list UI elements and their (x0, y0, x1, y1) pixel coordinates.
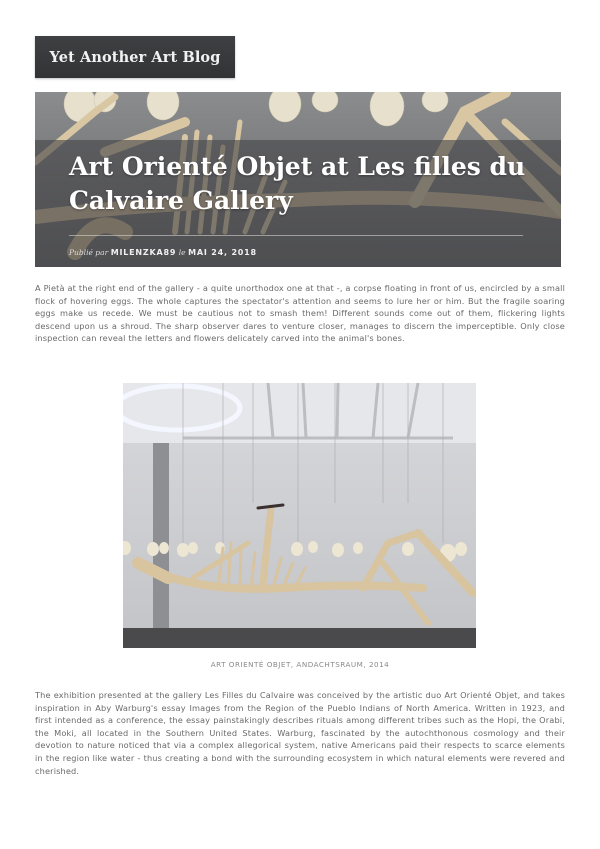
blog-title-link[interactable]: Yet Another Art Blog (49, 48, 221, 66)
post-figure-image[interactable] (123, 383, 476, 648)
date-label: le (178, 248, 186, 257)
post-meta (69, 248, 257, 257)
title-divider (69, 235, 523, 236)
author-link[interactable]: MILENZKA89 (110, 248, 177, 257)
post-hero (35, 92, 561, 267)
post-paragraph-1: A Pietà at the right end of the gallery - a quite unorthodox one at that -, a corpse floating in front of us, encircled by a small flock of hovering eggs. The whole captures the spectator's attention and seems to lure her or him. But the fragile soaring eggs make us recede. We must be cautious not to smash them! Different sounds come out of them, flickering lights descend upon us a shroud. The sharp observer dares to venture closer, manages to discern the imperceptible. Only close inspection can reveal the letters and flowers delicately carved into the animal's bones. (35, 283, 565, 344)
gallery-installation-image (123, 383, 476, 648)
post-title: Art Orienté Objet at Les filles du Calvaire Gallery (69, 152, 526, 215)
post-date-link[interactable]: MAI 24, 2018 (188, 248, 257, 257)
blog-header (35, 36, 235, 78)
post-paragraph-2: The exhibition presented at the gallery Les Filles du Calvaire was conceived by the artistic duo Art Orienté Objet, and takes inspiration in Aby Warburg's essay Images from the Region of the Pueblo Indians of North America. Written in 1923, and first intended as a conference, the essay painstakingly describes rituals among different tribes such as the Hopi, the Orabi, the Moki, all located in the Southern United States. Warburg, fascinated by the autochthonous cosmology and their devotion to nature noticed that via a complex allegorical system, native Americans paid their respects to scarce elements in the region like water - thus creating a bond with the surrounding ecosystem in which natural elements were revered and cherished. (35, 690, 565, 776)
figure-caption: ART ORIENTÉ OBJET, ANDACHTSRAUM, 2014 (210, 660, 390, 669)
published-by-label: Publié par (69, 248, 109, 257)
